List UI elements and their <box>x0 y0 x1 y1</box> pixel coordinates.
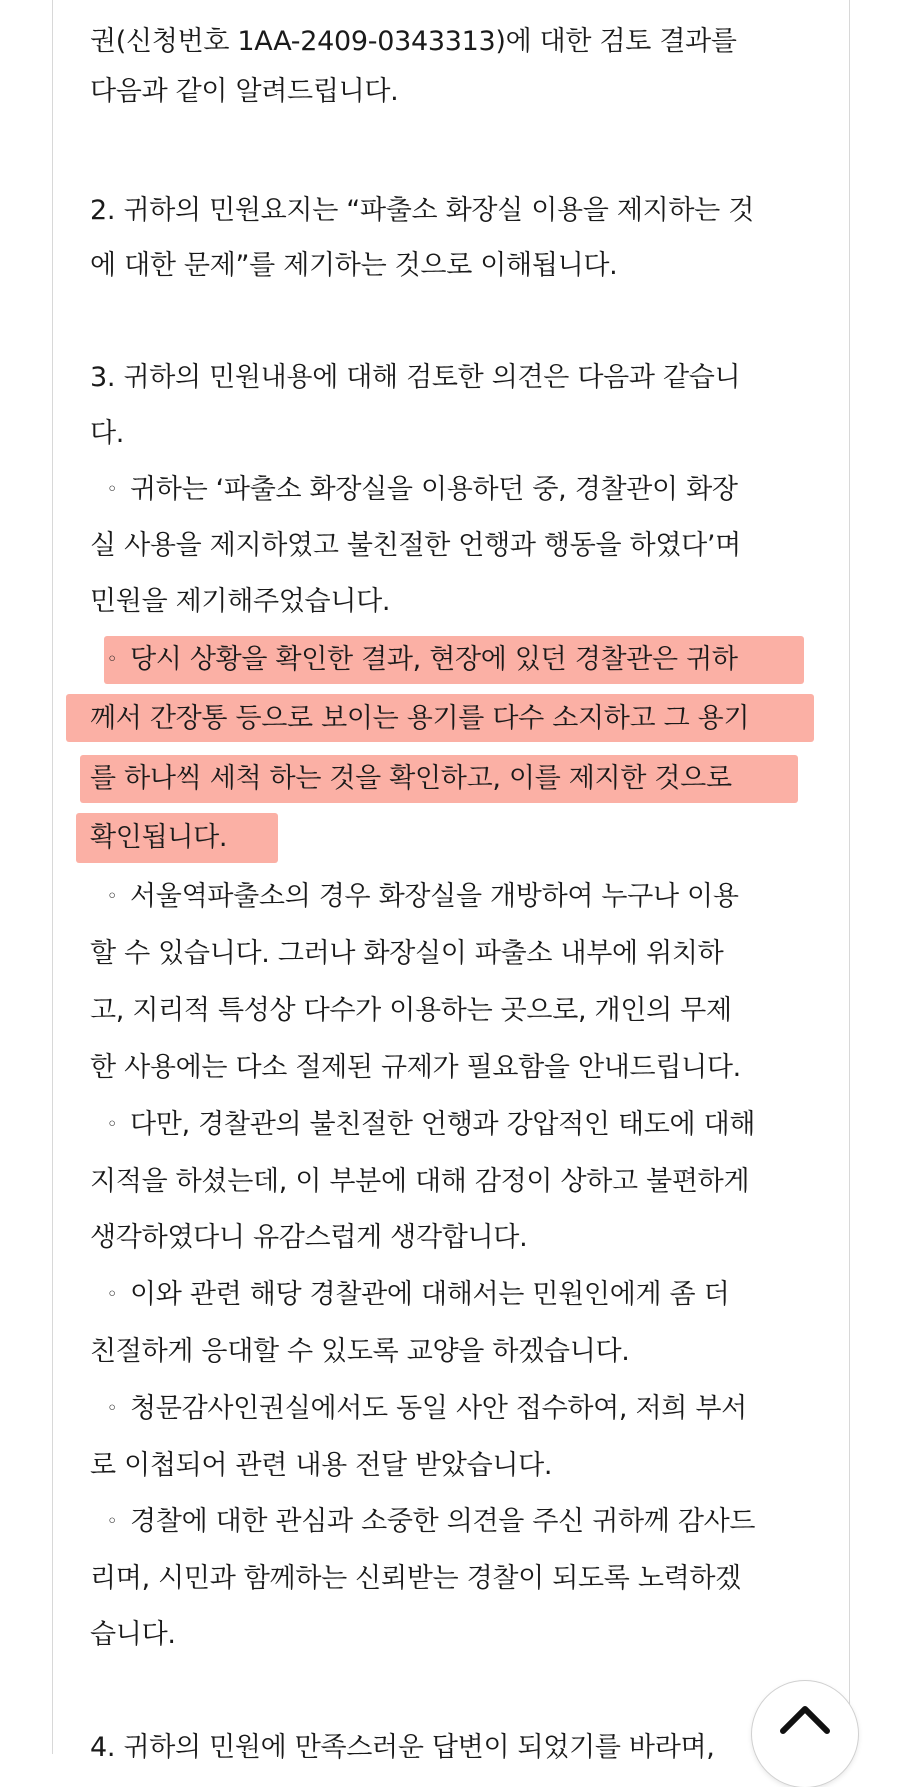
text-line: 께서 간장통 등으로 보이는 용기를 다수 소지하고 그 용기 <box>90 703 750 734</box>
bullet-line: ◦ 청문감사인권실에서도 동일 사안 접수하여, 저희 부서 <box>90 1389 747 1429</box>
bullet-line: ◦ 경찰에 대한 관심과 소중한 의견을 주신 귀하께 감사드 <box>90 1502 755 1542</box>
text-line: 고, 지리적 특성상 다수가 이용하는 곳으로, 개인의 무제 <box>90 995 732 1026</box>
text-line: 다음과 같이 알려드립니다. <box>90 76 399 107</box>
bullet-line: ◦ 이와 관련 해당 경찰관에 대해서는 민원인에게 좀 더 <box>90 1275 729 1315</box>
text-line: 를 하나씩 세척 하는 것을 확인하고, 이를 제지한 것으로 <box>90 763 732 794</box>
bullet-line: ◦ 당시 상황을 확인한 결과, 현장에 있던 경찰관은 귀하 <box>90 640 738 680</box>
text-line: 한 사용에는 다소 절제된 규제가 필요함을 안내드립니다. <box>90 1052 741 1083</box>
text-line: 생각하였다니 유감스럽게 생각합니다. <box>90 1222 528 1253</box>
bullet-icon: ◦ <box>106 1284 118 1305</box>
text-line: 확인됩니다. <box>90 822 228 853</box>
chevron-up-icon <box>779 1703 831 1735</box>
bullet-icon: ◦ <box>106 1114 118 1135</box>
text-line: 습니다. <box>90 1619 176 1650</box>
bullet-icon: ◦ <box>106 886 118 907</box>
bullet-line: ◦ 서울역파출소의 경우 화장실을 개방하여 누구나 이용 <box>90 877 739 917</box>
text-line: 2. 귀하의 민원요지는 “파출소 화장실 이용을 제지하는 것 <box>90 195 755 226</box>
bullet-icon: ◦ <box>106 1398 118 1419</box>
scroll-to-top-button[interactable] <box>752 1681 858 1787</box>
text-line: 민원을 제기해주었습니다. <box>90 586 391 617</box>
bullet-line: ◦ 귀하는 ‘파출소 화장실을 이용하던 중, 경찰관이 화장 <box>90 470 738 510</box>
text-line: 권(신청번호 1AA-2409-0343313)에 대한 검토 결과를 <box>90 26 737 57</box>
text-line: 다. <box>90 418 125 449</box>
text-line: 4. 귀하의 민원에 만족스러운 답변이 되었기를 바라며, <box>90 1732 715 1763</box>
bullet-icon: ◦ <box>106 1511 118 1532</box>
text-line: 로 이첩되어 관련 내용 전달 받았습니다. <box>90 1450 553 1481</box>
text-line: 3. 귀하의 민원내용에 대해 검토한 의견은 다음과 같습니 <box>90 362 741 393</box>
bullet-icon: ◦ <box>106 649 118 670</box>
bullet-line: ◦ 다만, 경찰관의 불친절한 언행과 강압적인 태도에 대해 <box>90 1105 755 1145</box>
text-line: 에 대한 문제”를 제기하는 것으로 이해됩니다. <box>90 250 618 281</box>
text-line: 지적을 하셨는데, 이 부분에 대해 감정이 상하고 불편하게 <box>90 1166 750 1197</box>
text-line: 친절하게 응대할 수 있도록 교양을 하겠습니다. <box>90 1336 630 1367</box>
text-line: 할 수 있습니다. 그러나 화장실이 파출소 내부에 위치하 <box>90 938 724 969</box>
text-line: 리며, 시민과 함께하는 신뢰받는 경찰이 되도록 노력하겠 <box>90 1563 741 1594</box>
bullet-icon: ◦ <box>106 479 118 500</box>
text-line: 실 사용을 제지하였고 불친절한 언행과 행동을 하였다’며 <box>90 530 741 561</box>
